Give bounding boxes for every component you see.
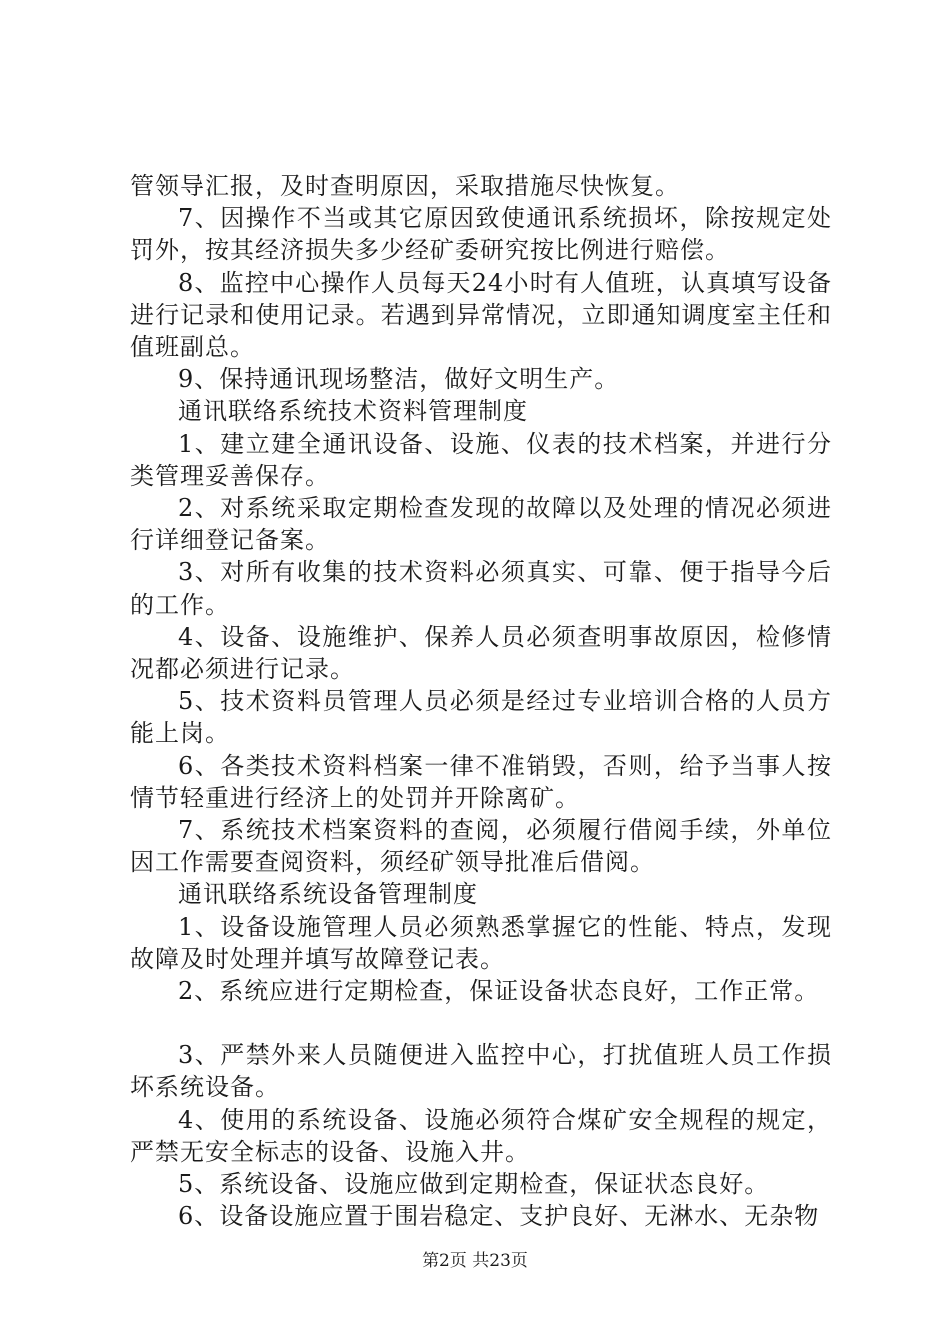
list-item: 7、因操作不当或其它原因致使通讯系统损坏，除按规定处罚外，按其经济损失多少经矿委研究按比例进行赔偿。 [130, 204, 832, 265]
page-footer: 第2页 共23页 [422, 1251, 528, 1271]
list-item: 9、保持通讯现场整洁，做好文明生产。 [178, 365, 620, 394]
list-item: 8、监控中心操作人员每天24小时有人值班，认真填写设备进行记录和使用记录。若遇到异常情况，立即通知调度室主任和值班副总。 [130, 268, 832, 362]
list-item: 1、设备设施管理人员必须熟悉掌握它的性能、特点，发现故障及时处理并填写故障登记表。 [130, 912, 832, 973]
list-item: 5、系统设备、设施应做到定期检查，保证状态良好。 [178, 1170, 770, 1199]
blank-line [130, 1007, 832, 1039]
list-item: 4、使用的系统设备、设施必须符合煤矿安全规程的规定，严禁无安全标志的设备、设施入井。 [130, 1105, 832, 1166]
list-item: 2、对系统采取定期检查发现的故障以及处理的情况必须进行详细登记备案。 [130, 494, 832, 555]
list-item: 2、系统应进行定期检查，保证设备状态良好，工作正常。 [178, 977, 820, 1006]
list-item: 4、设备、设施维护、保养人员必须查明事故原因，检修情况都必须进行记录。 [130, 622, 832, 684]
list-item: 1、建立建全通讯设备、设施、仪表的技术档案，并进行分类管理妥善保存。 [130, 429, 832, 490]
list-item: 3、对所有收集的技术资料必须真实、可靠、便于指导今后的工作。 [130, 558, 832, 619]
list-item: 3、严禁外来人员随便进入监控中心，打扰值班人员工作损坏系统设备。 [130, 1041, 832, 1102]
list-item: 6、各类技术资料档案一律不准销毁，否则，给予当事人按情节轻重进行经济上的处罚并开除离矿。 [130, 751, 832, 812]
list-item: 7、系统技术档案资料的查阅，必须履行借阅手续，外单位因工作需要查阅资料，须经矿领导批准后借阅。 [130, 816, 832, 877]
list-item: 5、技术资料员管理人员必须是经过专业培训合格的人员方能上岗。 [130, 687, 832, 748]
document-body [130, 170, 832, 1233]
list-item: 6、设备设施应置于围岩稳定、支护良好、无淋水、无杂物 [178, 1202, 820, 1231]
section-heading: 通讯联络系统技术资料管理制度 [178, 397, 528, 426]
paragraph-continuation: 管领导汇报，及时查明原因，采取措施尽快恢复。 [130, 172, 680, 200]
section-heading: 通讯联络系统设备管理制度 [178, 880, 478, 909]
